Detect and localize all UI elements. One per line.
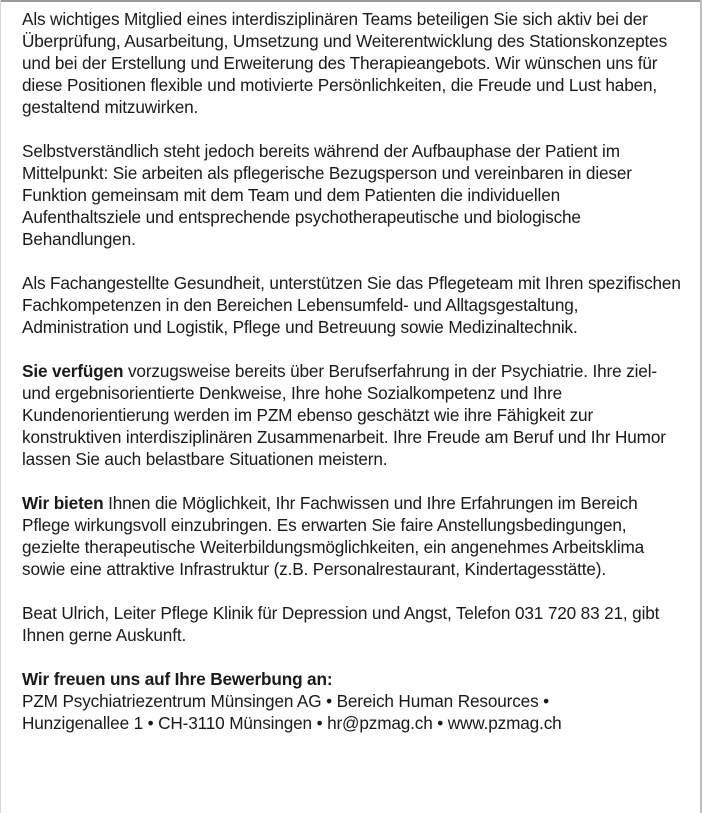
job-description-text <box>22 8 682 734</box>
application-heading: Wir freuen uns auf Ihre Bewerbung an: <box>22 669 333 689</box>
address-line-2: Hunzigenallee 1 • CH-3110 Münsingen • hr@pzmag.ch • www.pzmag.ch <box>22 713 562 733</box>
requirements-text: vorzugsweise bereits über Berufserfahrung in der Psychiatrie. Ihre ziel- und ergebnisorientierte Denkweise, Ihre hohe Sozialkompetenz und Ihre Kundenorientierung werden im PZM ebenso geschätzt wie ihre Fähigkeit zur konstruktiven interdisziplinären Zusammenarbeit. Ihre Freude am Beruf und Ihr Humor lassen Sie auch belastbare Situationen meistern. <box>22 361 666 469</box>
paragraph-contact: Beat Ulrich, Leiter Pflege Klinik für Depression und Angst, Telefon 031 720 83 21, gibt Ihnen gerne Auskunft. <box>22 603 660 645</box>
offer-lead: Wir bieten <box>22 493 104 513</box>
paragraph-offer <box>22 492 682 580</box>
address-line-1: PZM Psychiatriezentrum Münsingen AG • Bereich Human Resources • <box>22 691 550 711</box>
paragraph-requirements <box>22 360 682 470</box>
paragraph-patient-focus: Selbstverständlich steht jedoch bereits während der Aufbauphase der Patient im Mittelpunkt: Sie arbeiten als pflegerische Bezugsperson und vereinbaren in dieser Funktion gemeinsam mit dem Team und dem Patienten die individuellen Aufenthaltsziele und entsprechende psychotherapeutische und biologische Behandlungen. <box>22 141 632 249</box>
paragraph-team-role: Als wichtiges Mitglied eines interdisziplinären Teams beteiligen Sie sich aktiv bei der Überprüfung, Ausarbeitung, Umsetzung und Weiterentwicklung des Stationskonzeptes und bei der Erstellung und Erweiterung des Therapieangebots. Wir wünschen uns für diese Positionen flexible und motivierte Persönlichkeiten, die Freude und Lust haben, gestaltend mitzuwirken. <box>22 9 668 117</box>
offer-text: Ihnen die Möglichkeit, Ihr Fachwissen und Ihre Erfahrungen im Bereich Pflege wirkungsvoll einzubringen. Es erwarten Sie faire Anstellungsbedingungen, gezielte therapeutische Weiterbildungsmöglichkeiten, ein angenehmes Arbeitsklima sowie eine attraktive Infrastruktur (z.B. Personalrestaurant, Kindertagesstätte). <box>22 493 645 579</box>
requirements-lead: Sie verfügen <box>22 361 124 381</box>
top-border <box>0 0 702 2</box>
application-block <box>22 668 682 734</box>
left-border <box>0 0 1 813</box>
paragraph-fage-support: Als Fachangestellte Gesundheit, unterstützen Sie das Pflegeteam mit Ihren spezifischen Fachkompetenzen in den Bereichen Lebensumfeld- und Alltagsgestaltung, Administration und Logistik, Pflege und Betreuung sowie Medizinaltechnik. <box>22 273 681 337</box>
